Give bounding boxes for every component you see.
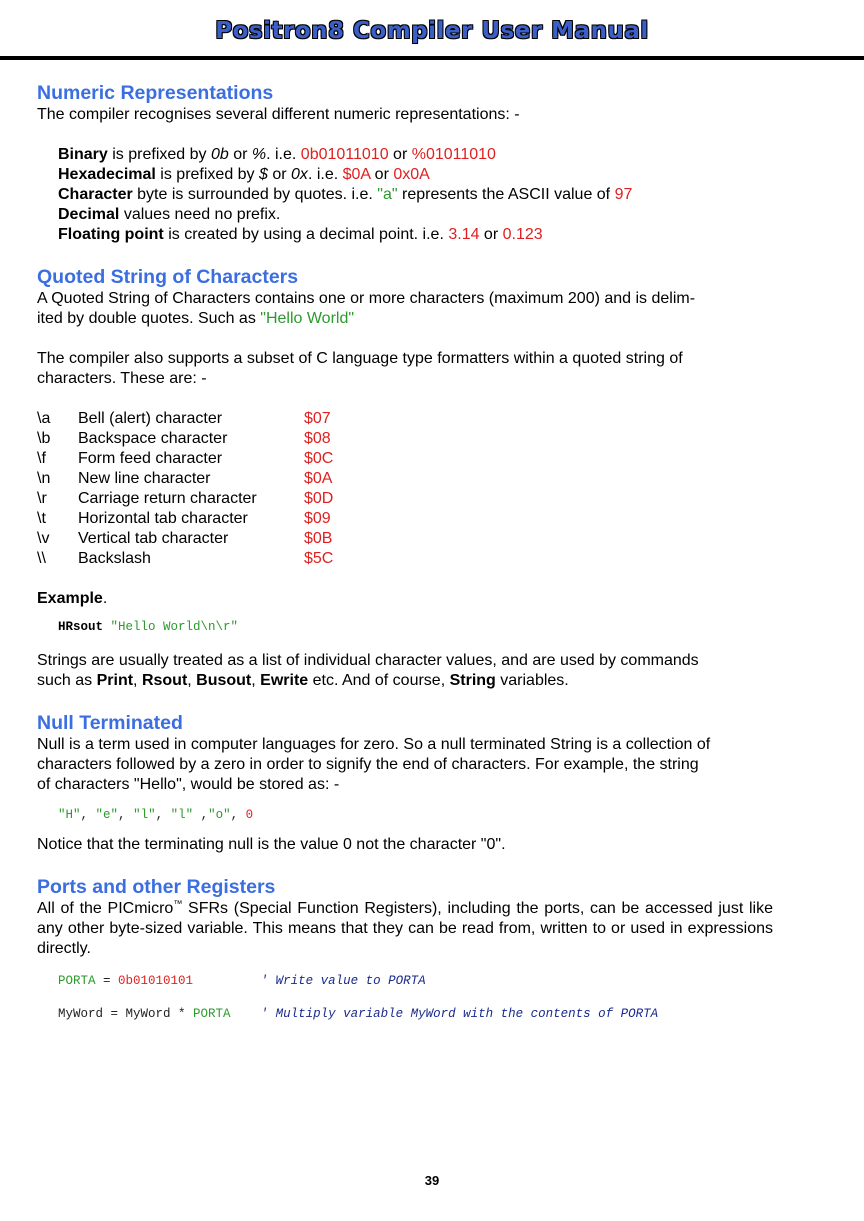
strings-line-1: Strings are usually treated as a list of individual character values, and are used by commands (37, 652, 699, 669)
ports-code-2: MyWord = MyWord * PORTA ' Multiply variable MyWord with the contents of PORTA (58, 1007, 659, 1021)
page-number: 39 (424, 1173, 440, 1188)
section-heading-quoted: Quoted String of Characters (37, 266, 299, 288)
table-row: \v Vertical tab character $0B (37, 530, 333, 547)
table-row: \r Carriage return character $0D (37, 490, 334, 507)
formatters-intro-2: characters. These are: - (37, 370, 207, 387)
header-rule (0, 56, 864, 60)
decimal-line: Decimal values need no prefix. (58, 206, 281, 223)
table-row: \f Form feed character $0C (37, 450, 334, 467)
binary-line: Binary is prefixed by 0b or %. i.e. 0b01011010 or %01011010 (58, 146, 496, 163)
character-line: Character byte is surrounded by quotes. i.e. "a" represents the ASCII value of 97 (58, 186, 633, 203)
table-row: \b Backspace character $08 (37, 430, 331, 447)
table-row: \n New line character $0A (37, 470, 333, 487)
null-notice: Notice that the terminating null is the value 0 not the character "0". (37, 836, 506, 853)
hex-line: Hexadecimal is prefixed by $ or 0x. i.e. $0A or 0x0A (58, 166, 430, 183)
page-title: Positron8 Compiler User Manual (215, 18, 649, 44)
null-line-2: characters followed by a zero in order to signify the end of characters. For example, the string (37, 756, 699, 773)
document-body (37, 81, 773, 1030)
strings-line-2: such as Print, Rsout, Busout, Ewrite etc. And of course, String variables. (37, 672, 569, 689)
section-heading-ports: Ports and other Registers (37, 876, 276, 898)
section-heading-null: Null Terminated (37, 712, 183, 734)
table-row: \a Bell (alert) character $07 (37, 410, 331, 427)
numeric-intro: The compiler recognises several different numeric representations: - (37, 106, 520, 123)
formatter-table (37, 409, 333, 569)
section-heading-numeric: Numeric Representations (37, 82, 274, 104)
null-line-3: of characters "Hello", would be stored as: - (37, 776, 340, 793)
example-label: Example. (37, 590, 108, 607)
example-code: HRsout "Hello World\n\r" (58, 620, 239, 634)
ports-paragraph: All of the PICmicro™ SFRs (Special Function Registers), including the ports, can be accessed just like any other byte-sized variable. This means that they can be read from, written to or used in expressions directly. (37, 898, 773, 957)
formatters-intro-1: The compiler also supports a subset of C language type formatters within a quoted string of (37, 350, 683, 367)
float-line: Floating point is created by using a decimal point. i.e. 3.14 or 0.123 (58, 226, 543, 243)
quoted-line-1: A Quoted String of Characters contains one or more characters (maximum 200) and is delim- (37, 290, 696, 307)
table-row: \\ Backslash $5C (37, 550, 334, 567)
table-row: \t Horizontal tab character $09 (37, 510, 331, 527)
ports-code-1: PORTA = 0b01010101 ' Write value to PORTA (58, 974, 426, 988)
null-code: "H", "e", "l", "l" ,"o", 0 (58, 808, 254, 822)
null-line-1: Null is a term used in computer languages for zero. So a null terminated String is a collection of (37, 736, 711, 753)
quoted-line-2: ited by double quotes. Such as "Hello World" (37, 310, 355, 327)
